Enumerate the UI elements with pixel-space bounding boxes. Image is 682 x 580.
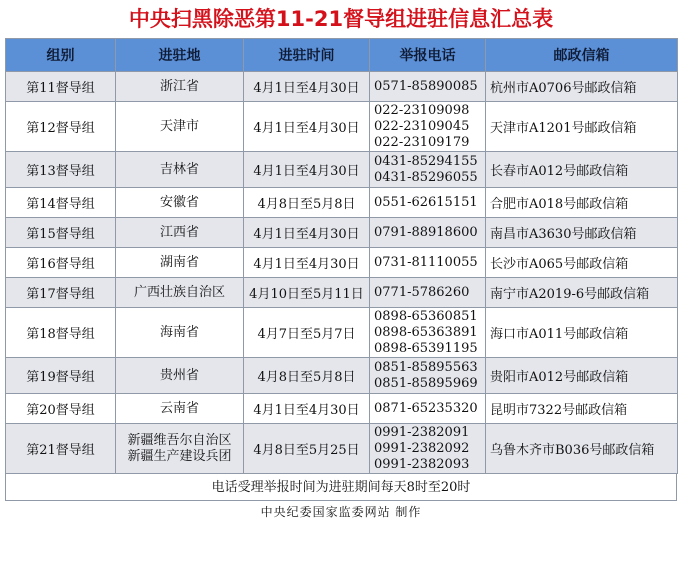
place-line: 新疆维吾尔自治区 [127,432,232,448]
time-cell: 4月8日至5月8日 [244,358,370,394]
table-row [6,102,678,152]
phone-number: 0771-5786260 [374,284,470,300]
phone-cell [370,188,486,218]
place-line: 广西壮族自治区 [133,284,225,300]
table-row [6,248,678,278]
mailbox-cell: 乌鲁木齐市B036号邮政信箱 [486,424,678,474]
credit-line: 中央纪委国家监委网站 制作 [260,505,422,519]
table-row [6,152,678,188]
place-line: 新疆生产建设兵团 [127,448,232,464]
table-row [6,358,678,394]
place-cell [116,188,244,218]
table-row [6,72,678,102]
table-header-row [6,39,678,72]
mailbox-cell: 长春市A012号邮政信箱 [486,152,678,188]
time-cell: 4月1日至4月30日 [244,72,370,102]
place-line: 天津市 [159,118,199,134]
phone-number: 0898-65363891 [374,324,478,340]
group-cell: 第19督导组 [6,358,116,394]
table-row [6,424,678,474]
table-body [6,72,678,474]
place-cell [116,278,244,308]
phone-cell [370,218,486,248]
place-cell [116,102,244,152]
phone-number: 0871-65235320 [374,400,478,416]
phone-number: 0851-85895969 [374,375,478,391]
group-cell: 第15督导组 [6,218,116,248]
place-cell [116,72,244,102]
place-cell [116,152,244,188]
group-cell: 第18督导组 [6,308,116,358]
time-cell: 4月1日至4月30日 [244,394,370,424]
phone-number: 0791-88918600 [374,224,478,240]
place-line: 江西省 [159,224,199,240]
phone-number: 0991-2382092 [374,440,470,456]
place-cell [116,358,244,394]
place-cell [116,394,244,424]
phone-number: 0851-85895563 [374,359,478,375]
mailbox-cell: 长沙市A065号邮政信箱 [486,248,678,278]
place-line: 吉林省 [159,161,199,177]
place-cell [116,308,244,358]
place-line: 浙江省 [159,78,199,94]
phone-number: 022-23109098 [374,102,470,118]
phone-number: 0898-65360851 [374,308,478,324]
phone-number: 022-23109179 [374,134,470,150]
time-cell: 4月1日至4月30日 [244,102,370,152]
time-cell: 4月1日至4月30日 [244,218,370,248]
group-cell: 第17督导组 [6,278,116,308]
place-cell [116,248,244,278]
phone-number: 0431-85294155 [374,153,478,169]
mailbox-cell: 昆明市7322号邮政信箱 [486,394,678,424]
phone-number: 022-23109045 [374,118,470,134]
header-time: 进驻时间 [244,39,370,72]
place-cell [116,218,244,248]
phone-cell [370,278,486,308]
phone-number: 0991-2382091 [374,424,470,440]
header-mailbox: 邮政信箱 [486,39,678,72]
table-row [6,188,678,218]
header-place: 进驻地 [116,39,244,72]
phone-number: 0571-85890085 [374,78,478,94]
table-row [6,394,678,424]
phone-cell [370,358,486,394]
phone-number: 0551-62615151 [374,194,478,210]
place-line: 云南省 [159,400,199,416]
mailbox-cell: 海口市A011号邮政信箱 [486,308,678,358]
time-cell: 4月8日至5月8日 [244,188,370,218]
table-row [6,218,678,248]
phone-number: 0991-2382093 [374,456,470,472]
place-line: 海南省 [159,324,199,340]
page-title: 中央扫黑除恶第11-21督导组进驻信息汇总表 [128,7,554,31]
header-phone: 举报电话 [370,39,486,72]
hotline-note: 电话受理举报时间为进驻期间每天8时至20时 [5,474,677,501]
place-cell [116,424,244,474]
time-cell: 4月1日至4月30日 [244,248,370,278]
group-cell: 第14督导组 [6,188,116,218]
phone-number: 0431-85296055 [374,169,478,185]
group-cell: 第20督导组 [6,394,116,424]
mailbox-cell: 南昌市A3630号邮政信箱 [486,218,678,248]
time-cell: 4月10日至5月11日 [244,278,370,308]
phone-number: 0898-65391195 [374,340,478,356]
time-cell: 4月8日至5月25日 [244,424,370,474]
table-row [6,278,678,308]
group-cell: 第21督导组 [6,424,116,474]
group-cell: 第13督导组 [6,152,116,188]
phone-cell [370,394,486,424]
place-line: 安徽省 [159,194,199,210]
mailbox-cell: 贵阳市A012号邮政信箱 [486,358,678,394]
place-line: 湖南省 [159,254,199,270]
mailbox-cell: 合肥市A018号邮政信箱 [486,188,678,218]
mailbox-cell: 南宁市A2019-6号邮政信箱 [486,278,678,308]
phone-cell [370,424,486,474]
phone-cell [370,152,486,188]
place-line: 贵州省 [159,367,199,383]
phone-cell [370,308,486,358]
phone-cell [370,102,486,152]
time-cell: 4月1日至4月30日 [244,152,370,188]
phone-cell [370,248,486,278]
group-cell: 第16督导组 [6,248,116,278]
phone-number: 0731-81110055 [374,254,478,270]
supervision-table [5,38,678,474]
mailbox-cell: 天津市A1201号邮政信箱 [486,102,678,152]
time-cell: 4月7日至5月7日 [244,308,370,358]
mailbox-cell: 杭州市A0706号邮政信箱 [486,72,678,102]
group-cell: 第12督导组 [6,102,116,152]
group-cell: 第11督导组 [6,72,116,102]
table-row [6,308,678,358]
header-group: 组别 [6,39,116,72]
phone-cell [370,72,486,102]
